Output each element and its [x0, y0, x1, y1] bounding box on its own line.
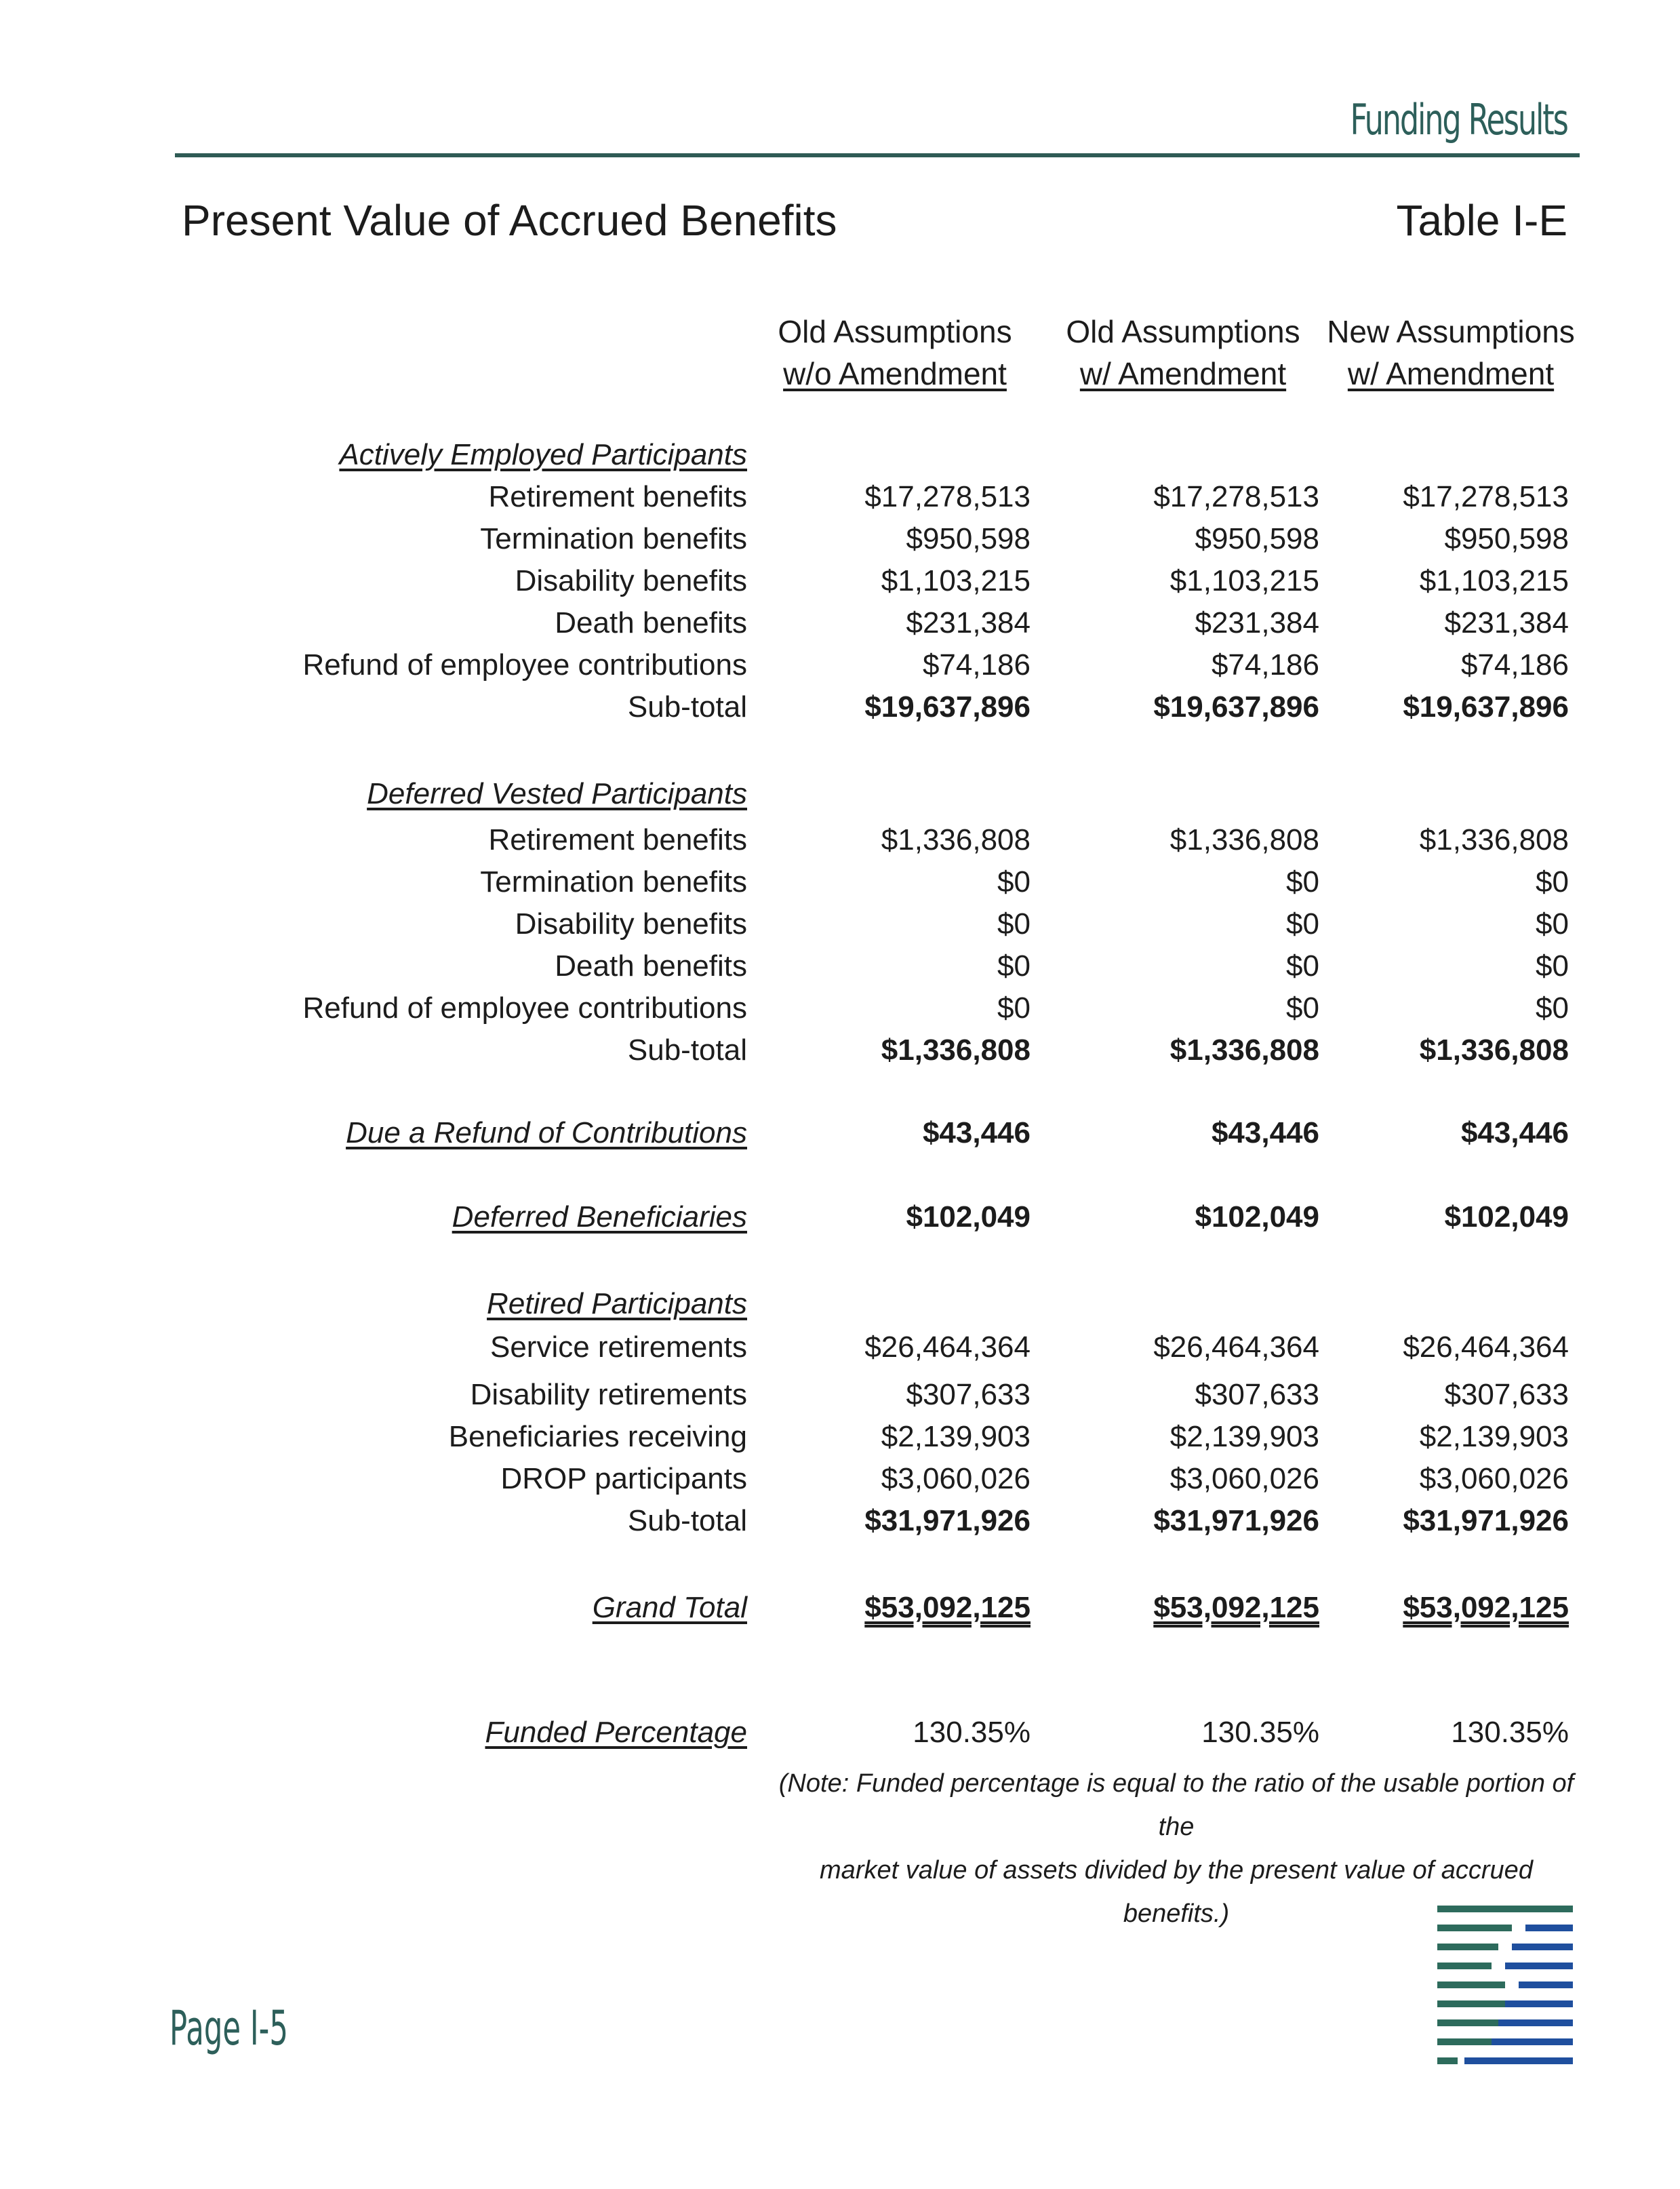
- column-header-line: New Assumptions: [1327, 314, 1575, 349]
- cell-value: $43,446: [922, 1116, 1031, 1149]
- section-heading: Deferred Vested Participants: [367, 777, 747, 810]
- section-heading: Retired Participants: [487, 1287, 747, 1320]
- cell-value: $17,278,513: [864, 480, 1031, 513]
- cell-value: $17,278,513: [1403, 480, 1569, 513]
- subtotal-value: $19,637,896: [864, 690, 1031, 724]
- cell-value: 130.35%: [913, 1716, 1031, 1749]
- subtotal-row: [0, 1504, 1680, 1546]
- table-row: [0, 823, 1680, 865]
- cell-value: $0: [1286, 907, 1319, 941]
- cell-value: 130.35%: [1201, 1716, 1319, 1749]
- table-row: [0, 1462, 1680, 1504]
- cell-value: $74,186: [1211, 648, 1319, 682]
- table-row: [0, 1420, 1680, 1462]
- row-label: Retirement benefits: [488, 480, 747, 513]
- cell-value: $43,446: [1460, 1116, 1569, 1149]
- header-rule: [175, 153, 1580, 157]
- subtotal-value: $19,637,896: [1403, 690, 1569, 724]
- cell-value: $26,464,364: [1403, 1330, 1569, 1364]
- cell-value: $0: [1536, 907, 1569, 941]
- company-logo-icon: [1437, 1906, 1573, 2068]
- row-label: Sub-total: [627, 1504, 747, 1537]
- cell-value: 130.35%: [1451, 1716, 1569, 1749]
- cell-value: $74,186: [1460, 648, 1569, 682]
- cell-value: $0: [997, 865, 1031, 899]
- cell-value: $0: [1536, 865, 1569, 899]
- cell-value: $2,139,903: [881, 1420, 1031, 1453]
- grand-total-row: [0, 1591, 1680, 1633]
- column-header-line: w/ Amendment: [1079, 356, 1287, 391]
- cell-value: $231,384: [906, 606, 1031, 639]
- row-label: Death benefits: [555, 949, 747, 983]
- cell-value: $3,060,026: [881, 1462, 1031, 1495]
- row-label: Termination benefits: [480, 865, 747, 899]
- cell-value: $2,139,903: [1419, 1420, 1569, 1453]
- cell-value: $950,598: [1444, 522, 1569, 555]
- footnote-line: market value of assets divided by the present value of accrued benefits.): [820, 1856, 1533, 1928]
- row-label: Disability benefits: [515, 907, 747, 941]
- cell-value: $1,103,215: [881, 564, 1031, 597]
- subtotal-value: $1,336,808: [881, 1033, 1031, 1067]
- cell-value: $102,049: [1195, 1200, 1319, 1234]
- funded-percentage-row: [0, 1716, 1680, 1758]
- row-label: Sub-total: [627, 1033, 747, 1067]
- subtotal-value: $31,971,926: [864, 1504, 1031, 1537]
- cell-value: $17,278,513: [1153, 480, 1319, 513]
- section-heading: Funded Percentage: [485, 1716, 747, 1749]
- section-title: Funding Results: [1350, 95, 1567, 144]
- row-label: Death benefits: [555, 606, 747, 639]
- cell-value: $26,464,364: [1153, 1330, 1319, 1364]
- cell-value: $231,384: [1444, 606, 1569, 639]
- subtotal-value: $1,336,808: [1419, 1033, 1569, 1067]
- section-heading: Actively Employed Participants: [339, 438, 747, 471]
- row-label: Sub-total: [627, 690, 747, 724]
- cell-value: $307,633: [906, 1378, 1031, 1411]
- cell-value: $0: [1536, 949, 1569, 983]
- column-header-1: [753, 311, 1037, 395]
- section-heading: Due a Refund of Contributions: [346, 1116, 747, 1149]
- page-title: Present Value of Accrued Benefits: [182, 196, 837, 245]
- deferred-beneficiaries-row: [0, 1200, 1680, 1242]
- table-row: [0, 1378, 1680, 1420]
- table-row: [0, 907, 1680, 949]
- row-label: Refund of employee contributions: [302, 991, 747, 1025]
- section-heading-retired: [0, 1287, 1680, 1329]
- section-heading: Grand Total: [592, 1591, 747, 1624]
- cell-value: $102,049: [906, 1200, 1031, 1234]
- column-header-2: [1041, 311, 1325, 395]
- subtotal-value: $31,971,926: [1403, 1504, 1569, 1537]
- cell-value: $1,336,808: [881, 823, 1031, 856]
- table-row: [0, 865, 1680, 907]
- cell-value: $0: [997, 907, 1031, 941]
- table-row: [0, 522, 1680, 564]
- row-label: Retirement benefits: [488, 823, 747, 856]
- page-number: Page I-5: [169, 2000, 288, 2056]
- subtotal-value: $19,637,896: [1153, 690, 1319, 724]
- cell-value: $307,633: [1195, 1378, 1319, 1411]
- table-row: [0, 1330, 1680, 1373]
- cell-value: $0: [997, 949, 1031, 983]
- grand-total-value: $53,092,125: [864, 1591, 1031, 1624]
- cell-value: $1,336,808: [1169, 823, 1319, 856]
- subtotal-row: [0, 1033, 1680, 1076]
- column-header-line: Old Assumptions: [1066, 314, 1300, 349]
- cell-value: $1,103,215: [1419, 564, 1569, 597]
- cell-value: $102,049: [1444, 1200, 1569, 1234]
- cell-value: $950,598: [1195, 522, 1319, 555]
- table-row: [0, 949, 1680, 991]
- cell-value: $1,103,215: [1169, 564, 1319, 597]
- cell-value: $950,598: [906, 522, 1031, 555]
- cell-value: $0: [997, 991, 1031, 1025]
- cell-value: $231,384: [1195, 606, 1319, 639]
- table-row: [0, 991, 1680, 1033]
- table-row: [0, 606, 1680, 648]
- cell-value: $2,139,903: [1169, 1420, 1319, 1453]
- cell-value: $74,186: [922, 648, 1031, 682]
- due-refund-row: [0, 1116, 1680, 1158]
- cell-value: $3,060,026: [1169, 1462, 1319, 1495]
- subtotal-value: $1,336,808: [1169, 1033, 1319, 1067]
- cell-value: $26,464,364: [864, 1330, 1031, 1364]
- row-label: Refund of employee contributions: [302, 648, 747, 682]
- cell-value: $0: [1286, 949, 1319, 983]
- column-header-line: Old Assumptions: [778, 314, 1012, 349]
- subtotal-value: $31,971,926: [1153, 1504, 1319, 1537]
- row-label: Disability benefits: [515, 564, 747, 597]
- cell-value: $0: [1286, 865, 1319, 899]
- table-row: [0, 564, 1680, 606]
- row-label: Service retirements: [489, 1330, 747, 1364]
- cell-value: $3,060,026: [1419, 1462, 1569, 1495]
- table-row: [0, 480, 1680, 522]
- grand-total-value: $53,092,125: [1403, 1591, 1569, 1624]
- cell-value: $307,633: [1444, 1378, 1569, 1411]
- column-header-line: w/o Amendment: [783, 356, 1007, 391]
- table-row: [0, 648, 1680, 690]
- cell-value: $0: [1286, 991, 1319, 1025]
- row-label: Termination benefits: [480, 522, 747, 555]
- subtotal-row: [0, 690, 1680, 732]
- section-heading: Deferred Beneficiaries: [452, 1200, 747, 1234]
- cell-value: $0: [1536, 991, 1569, 1025]
- table-id: Table I-E: [1396, 196, 1567, 245]
- cell-value: $1,336,808: [1419, 823, 1569, 856]
- row-label: Beneficiaries receiving: [448, 1420, 747, 1453]
- grand-total-value: $53,092,125: [1153, 1591, 1319, 1624]
- section-heading-deferred-vested: [0, 777, 1680, 819]
- footnote-line: (Note: Funded percentage is equal to the ratio of the usable portion of the: [778, 1769, 1574, 1841]
- row-label: DROP participants: [500, 1462, 747, 1495]
- column-header-3: [1308, 311, 1593, 395]
- section-heading-active: [0, 438, 1680, 480]
- row-label: Disability retirements: [470, 1378, 747, 1411]
- cell-value: $43,446: [1211, 1116, 1319, 1149]
- column-header-line: w/ Amendment: [1347, 356, 1555, 391]
